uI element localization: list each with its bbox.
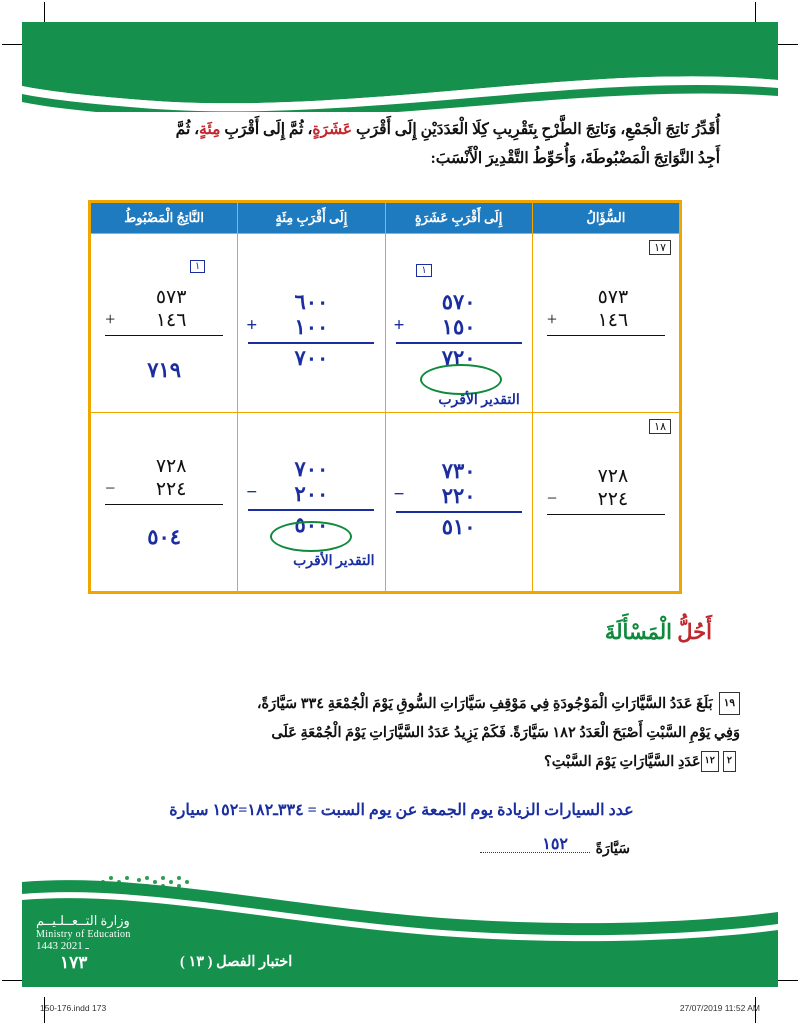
printed-addend-bottom [105, 478, 223, 501]
printed-value: ١٤٦ [597, 310, 629, 331]
hand-value: ٧٠٠ [294, 457, 329, 481]
printed-sum-exact-18 [91, 455, 237, 505]
ministry-name-arabic: وزارة التــعــلـيــم [36, 912, 130, 928]
print-metadata-bar [40, 1003, 760, 1013]
hand-addend-top [248, 290, 374, 315]
hand-rule [248, 342, 374, 344]
printed-operator: − [546, 488, 558, 508]
ministry-years: 1443 ـ 2021 [36, 940, 89, 953]
printed-addend-bottom [547, 309, 665, 332]
question-number-badge: ١٨ [649, 419, 671, 434]
printed-value: ١٤٦ [155, 310, 187, 331]
problem-line-1 [75, 690, 740, 719]
circled-answer-ellipse [270, 521, 352, 552]
intro-text-a: أُقَدِّرُ نَاتِجَ الْجَمْعِ، وَنَاتِجَ الطَّرْحِ بِتَقْرِيبِ كِلَا الْعَدَدَيْنِ إِلَى أَقْرَبِ [352, 121, 720, 138]
hand-addend-bottom [393, 315, 522, 340]
printed-addend-top [105, 286, 223, 309]
handwritten-nearest-ten-17 [386, 290, 532, 371]
problem-text-3: عَدَدِ السَّيَّارَاتِ يَوْمَ السَّبْتِ؟ [544, 754, 701, 770]
estimation-table [88, 200, 682, 594]
handwritten-exact-17 [91, 356, 237, 383]
cell-question-18 [532, 413, 679, 592]
cell-exact-18[interactable] [91, 413, 238, 592]
printed-operator: − [105, 478, 116, 498]
hand-operator: − [393, 484, 405, 505]
table-header-row [91, 203, 680, 234]
sum-rule [547, 335, 665, 336]
printed-value: ٢٢٤ [155, 479, 187, 500]
hand-result: ٥١٠ [441, 515, 476, 539]
problem-number-badge: ١٩ [719, 692, 740, 715]
footer-banner [22, 872, 778, 987]
hand-addend-top [396, 290, 522, 315]
question-number-badge: ١٧ [649, 240, 671, 255]
print-file-name: 150-176.indd 173 [40, 1003, 107, 1013]
printed-value: ٧٢٨ [155, 456, 187, 477]
column-header-nearest-hundred: إِلَى أَقْرَبِ مِئَةٍ [238, 203, 385, 234]
printed-sum-exact-17 [91, 286, 237, 336]
best-estimate-label: التقدير الأقرب [293, 554, 375, 569]
printed-sum-18 [533, 465, 679, 515]
sum-rule [547, 514, 665, 515]
hand-value: ٢٢٠ [441, 484, 476, 508]
intro-highlight-hundred: مِئَةٍ [199, 121, 221, 138]
printed-addend-top [547, 465, 665, 488]
printed-addend-bottom [105, 309, 223, 332]
hand-result: ٧٠٠ [294, 346, 329, 370]
problem-line-3 [75, 748, 740, 777]
printed-value: ٢٢٤ [597, 489, 629, 510]
answer-blank-label: سَيَّارَةً [595, 842, 630, 857]
hand-addend-bottom [248, 482, 374, 507]
cell-nearest-ten-18[interactable] [385, 413, 532, 592]
problem-badge-primary: ١٢ [701, 751, 719, 772]
hand-addend-bottom [393, 484, 522, 509]
page-number: ١٧٣ [60, 953, 88, 972]
column-header-nearest-ten: إِلَى أَقْرَبِ عَشَرَةٍ [385, 203, 532, 234]
hand-addend-top [396, 459, 522, 484]
printed-value: ٥٧٣ [597, 287, 629, 308]
sum-rule [105, 504, 223, 505]
printed-operator: + [105, 309, 116, 329]
header-banner [22, 22, 778, 112]
cell-exact-17[interactable] [91, 234, 238, 413]
best-estimate-label: التقدير الأقرب [438, 393, 520, 408]
chapter-title: اختبار الفصل ( ١٣ ) [180, 954, 293, 970]
word-problem [75, 690, 740, 777]
table-row [91, 413, 680, 592]
circled-answer-ellipse [420, 364, 502, 395]
problem-badge-secondary: ٢ [723, 751, 736, 772]
handwritten-nearest-hundred-17 [238, 290, 384, 371]
hand-addend-bottom [248, 315, 374, 340]
cell-nearest-hundred-18[interactable] [238, 413, 385, 592]
printed-sum-17 [533, 286, 679, 336]
sum-rule [105, 335, 223, 336]
hand-addend-top [248, 457, 374, 482]
hand-value: ٥٧٠ [441, 290, 476, 314]
hand-rule [396, 511, 522, 513]
printed-addend-bottom [547, 488, 665, 511]
intro-highlight-ten: عَشَرَةٍ [312, 121, 353, 138]
answer-marker-badge: ١ [190, 260, 205, 273]
intro-text-c: ، ثُمَّ [175, 121, 200, 138]
hand-value: ٢٠٠ [294, 482, 329, 506]
heading-part-1: أَحُلُّ [672, 620, 712, 644]
intro-text-b: ، ثُمَّ إِلَى أَقْرَبِ [220, 121, 313, 138]
problem-text-1: بَلَغَ عَدَدُ السَّيَّارَاتِ الْمَوْجُودَةِ فِي مَوْقِفِ سَيَّارَاتِ السُّوقِ يَوْمَ الْجُمْعَةِ ٣٣٤ سَيَّارَةً، [256, 696, 713, 712]
column-header-question: السُّؤَالُ [532, 203, 679, 234]
problem-line-2: وَفِي يَوْمِ السَّبْتِ أَصْبَحَ الْعَدَدُ ١٨٢ سَيَّارَةً. فَكَمْ يَزِيدُ عَدَدُ السَّيَّارَاتِ يَوْمَ الْجُمْعَةِ عَلَى [271, 725, 740, 741]
cell-nearest-hundred-17[interactable] [238, 234, 385, 413]
hand-result: ٧٢٠ [441, 346, 476, 370]
print-timestamp: 27/07/2019 11:52 AM [679, 1003, 760, 1013]
hand-rule [248, 509, 374, 511]
handwritten-exact-18 [91, 523, 237, 550]
column-header-exact: النَّاتِجُ الْمَضْبُوطُ [91, 203, 238, 234]
hand-result: ٧١٩ [147, 358, 182, 382]
hand-value: ١٥٠ [441, 315, 476, 339]
cell-nearest-ten-17[interactable] [385, 234, 532, 413]
printed-value: ٥٧٣ [155, 287, 187, 308]
ministry-logo [36, 914, 131, 953]
answer-blank-dots[interactable] [480, 838, 590, 853]
handwritten-solution: عدد السيارات الزيادة يوم الجمعة عن يوم السبت = ٣٣٤ـ١٨٢=١٥٢ سيارة [169, 802, 634, 819]
heading-part-2: الْمَسْأَلَةَ [604, 620, 673, 644]
printed-addend-top [547, 286, 665, 309]
answer-marker-badge: ١ [416, 264, 431, 277]
table-row [91, 234, 680, 413]
hand-operator: − [246, 482, 258, 503]
hand-value: ٧٣٠ [441, 459, 476, 483]
hand-value: ٦٠٠ [294, 290, 329, 314]
printed-value: ٧٢٨ [597, 466, 629, 487]
hand-result: ٥٠٤ [147, 525, 182, 549]
hand-operator: + [246, 315, 258, 336]
handwritten-nearest-ten-18 [386, 459, 532, 540]
ministry-name-english: Ministry of Education [36, 928, 131, 940]
printed-operator: + [546, 309, 558, 329]
hand-result: ٥٠٠ [294, 513, 329, 537]
hand-value: ١٠٠ [294, 315, 329, 339]
hand-rule [396, 342, 522, 344]
answer-blank-value: ١٥٢ [542, 836, 568, 853]
cell-question-17 [532, 234, 679, 413]
section-heading-solve-problem [605, 620, 712, 645]
intro-line-2: أَجِدُ النَّوَاتِجَ الْمَضْبُوطَةَ، وَأُحَوِّطُ التَّقْدِيرَ الْأَنْسَبَ: [430, 149, 720, 167]
instructions-paragraph [80, 116, 720, 173]
printed-addend-top [105, 455, 223, 478]
hand-operator: + [393, 315, 405, 336]
